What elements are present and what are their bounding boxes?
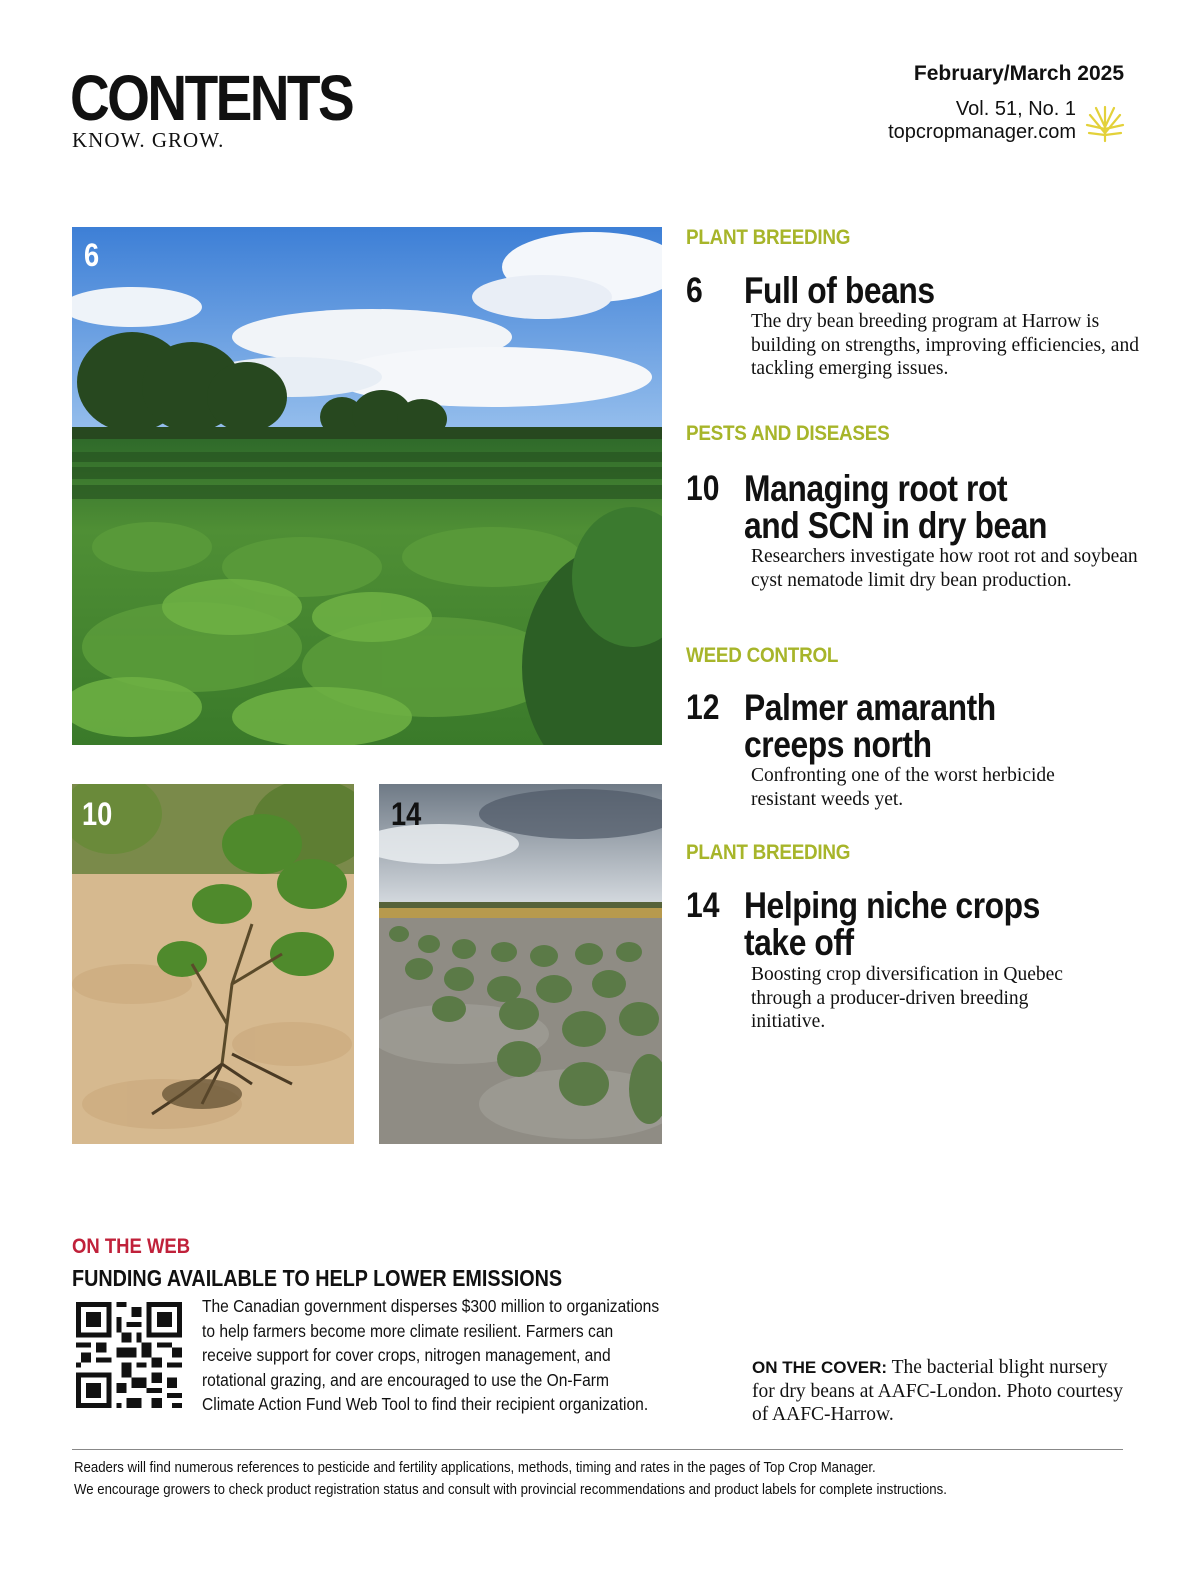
toc-title[interactable]: Palmer amaranth creeps north [744,687,996,765]
toc-entry[interactable] [686,422,1136,622]
issue-volume: Vol. 51, No. 1 [955,98,1076,120]
leaf-logo-icon [1084,103,1126,145]
toc-page-number: 14 [686,886,720,925]
masthead-tagline: KNOW. GROW. [72,128,225,152]
toc-category: WEED CONTROL [686,644,839,667]
toc-category: PESTS AND DISEASES [686,422,890,445]
footer-disclaimer [74,1457,1068,1500]
toc-description: Researchers investigate how root rot and soybean cyst nematode limit dry bean production. [751,546,1138,591]
toc-category: PLANT BREEDING [686,841,851,864]
toc-page-number: 6 [686,271,703,310]
toc-title[interactable]: Helping niche crops take off [744,885,1040,963]
issue-date: February/March 2025 [913,62,1124,85]
toc-title[interactable]: Full of beans [744,270,935,311]
cover-note [752,1356,1132,1427]
footer-divider [72,1449,1123,1450]
website-link[interactable]: topcropmanager.com [888,121,1076,143]
footer-line: Readers will find numerous references to pesticide and fertility applications, methods, timing and rates in the pages of Top Crop Manager. [74,1459,876,1476]
masthead-title: CONTENTS [70,62,353,134]
qr-code-icon[interactable] [76,1302,182,1408]
web-headline[interactable]: FUNDING AVAILABLE TO HELP LOWER EMISSIONS [72,1265,563,1291]
bean-field-photo[interactable] [72,227,662,745]
photo-page-number: 10 [82,796,113,832]
toc-description: The dry bean breeding program at Harrow is building on strengths, improving efficiencies, and tackling emerging issues. [751,311,1139,379]
toc-description: Boosting crop diversification in Quebec through a producer-driven breeding initiative. [751,964,1063,1032]
cover-label: ON THE COVER: [752,1358,888,1377]
toc-title[interactable]: Managing root rot and SCN in dry bean [744,468,1048,546]
toc-category: PLANT BREEDING [686,226,851,249]
toc-entry[interactable] [686,841,1136,1041]
on-the-web-label: ON THE WEB [72,1235,191,1258]
toc-entry[interactable] [686,226,1139,386]
photo-page-number: 6 [84,237,100,273]
toc-page-number: 12 [686,688,720,727]
toc-entry[interactable] [686,644,1136,824]
web-body-text: The Canadian government disperses $300 million to organizations to help farmers become more climate resilient. Farmers can receive support for cover crops, nitrogen management, and rotational grazing, and are encouraged to use the On-Farm Climate Action Fund Web Tool to find their recipient organization. [202,1296,660,1414]
niche-crop-field-photo[interactable] [379,784,662,1144]
cover-text: The bacterial blight nursery for dry beans at AAFC-London. Photo courtesy of AAFC-Harrow. [752,1357,1123,1425]
photo-page-number: 14 [391,796,422,832]
root-rot-plant-photo[interactable] [72,784,354,1144]
footer-line: We encourage growers to check product registration status and consult with provincial recommendations and product labels for complete instructions. [74,1480,947,1498]
toc-page-number: 10 [686,469,720,508]
toc-description: Confronting one of the worst herbicide resistant weeds yet. [751,765,1055,810]
